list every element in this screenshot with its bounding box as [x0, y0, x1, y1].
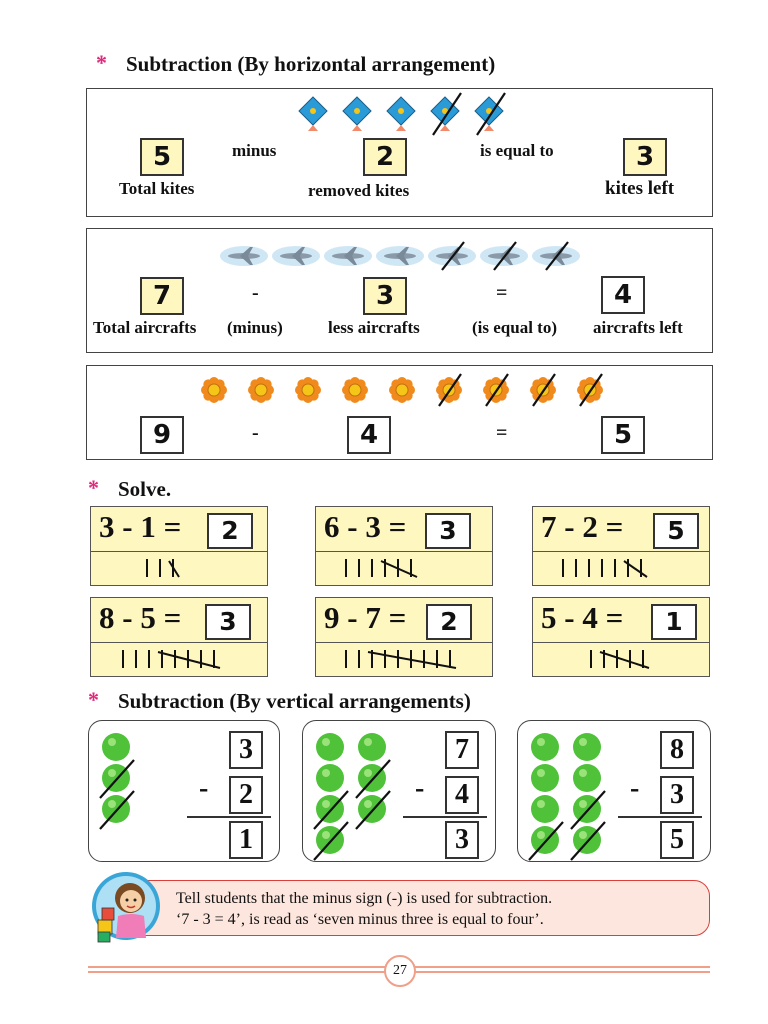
- green-ball: [316, 764, 344, 792]
- page-number: 27: [384, 955, 416, 987]
- airplane-icon: [376, 246, 424, 266]
- aircrafts-left-caption: aircrafts left: [593, 318, 683, 337]
- kite-icon: [343, 97, 371, 131]
- minuend-box: 7: [445, 731, 479, 769]
- equation-text: 5 - 4 =: [541, 600, 624, 635]
- green-ball: [358, 733, 386, 761]
- equation-text: 6 - 3 =: [324, 509, 407, 544]
- kite-icon: [387, 97, 415, 131]
- equation-text: 9 - 7 =: [324, 600, 407, 635]
- kite-icon: [299, 97, 327, 131]
- total-aircrafts-caption: Total aircrafts: [93, 318, 197, 337]
- minus-sign: -: [252, 282, 259, 304]
- equation-text: 7 - 2 =: [541, 509, 624, 544]
- flowers-left-box: 5: [601, 416, 645, 454]
- flower-icon: [389, 377, 415, 403]
- equals-sign: =: [496, 282, 508, 304]
- tally-marks: [533, 642, 709, 676]
- airplane-icon: [220, 246, 268, 266]
- subtrahend-box: 4: [445, 776, 479, 814]
- minus-sign: -: [630, 773, 640, 804]
- total-kites-caption: Total kites: [119, 179, 195, 198]
- difference-box: 3: [445, 821, 479, 859]
- flower-icon: [295, 377, 321, 403]
- equation-text: 3 - 1 =: [99, 509, 182, 544]
- vertical-sum-card: [302, 720, 496, 862]
- cross-out-mark: [600, 652, 649, 668]
- green-ball: [102, 733, 130, 761]
- note-line-1: Tell students that the minus sign (-) is used for subtraction.: [176, 890, 553, 907]
- vertical-sum-card: [88, 720, 280, 862]
- equals-sign: =: [496, 422, 508, 444]
- answer-box[interactable]: 5: [653, 513, 699, 549]
- kites-left-caption: kites left: [605, 178, 675, 199]
- subtrahend-box: 2: [229, 776, 263, 814]
- vertical-sum-card: [517, 720, 711, 862]
- girl-with-blocks-illustration: [88, 868, 168, 948]
- flower-icon: [248, 377, 274, 403]
- is-equal-to-word: is equal to: [480, 141, 554, 160]
- solve-card: [315, 597, 493, 677]
- note-line-2: ‘7 - 3 = 4’, is read as ‘seven minus three is equal to four’.: [176, 911, 544, 928]
- sum-line: [618, 816, 702, 818]
- flower-icon: [201, 377, 227, 403]
- less-aircrafts-caption: less aircrafts: [328, 318, 420, 337]
- less-flowers-box: 4: [347, 416, 391, 454]
- airplane-icon: [324, 246, 372, 266]
- removed-kites-box: 2: [363, 138, 407, 176]
- minuend-box: 8: [660, 731, 694, 769]
- solve-card: [532, 506, 710, 586]
- minus-sign: -: [252, 422, 259, 444]
- airplane-icon: [272, 246, 320, 266]
- subtrahend-box: 3: [660, 776, 694, 814]
- green-ball: [531, 733, 559, 761]
- difference-box: 1: [229, 821, 263, 859]
- section-heading-solve: Solve.: [118, 477, 172, 501]
- sum-line: [187, 816, 271, 818]
- answer-box[interactable]: 3: [205, 604, 251, 640]
- sum-line: [403, 816, 487, 818]
- tally-marks: [316, 642, 492, 676]
- answer-box[interactable]: 2: [207, 513, 253, 549]
- answer-box[interactable]: 2: [426, 604, 472, 640]
- is-equal-to-caption: (is equal to): [472, 318, 557, 337]
- solve-card: [90, 597, 268, 677]
- bullet-star: *: [88, 687, 99, 712]
- minus-sign: -: [415, 773, 425, 804]
- green-ball: [573, 764, 601, 792]
- minuend-box: 3: [229, 731, 263, 769]
- solve-card: [532, 597, 710, 677]
- section-heading-horizontal: Subtraction (By horizontal arrangement): [126, 52, 496, 76]
- section-heading-vertical: Subtraction (By vertical arrangements): [118, 689, 471, 713]
- tally-marks: [91, 551, 267, 585]
- answer-box[interactable]: 1: [651, 604, 697, 640]
- aircrafts-left-box: 4: [601, 276, 645, 314]
- green-ball: [573, 733, 601, 761]
- solve-card: [90, 506, 268, 586]
- answer-box[interactable]: 3: [425, 513, 471, 549]
- flowers-panel: [86, 365, 713, 460]
- bullet-star: *: [88, 475, 99, 500]
- green-ball: [531, 795, 559, 823]
- solve-card: [315, 506, 493, 586]
- less-aircrafts-box: 3: [363, 277, 407, 315]
- green-ball: [316, 733, 344, 761]
- removed-kites-caption: removed kites: [308, 181, 410, 200]
- aircrafts-panel: [86, 228, 713, 353]
- bullet-star: *: [96, 50, 107, 75]
- tally-marks: [533, 551, 709, 585]
- tally-marks: [316, 551, 492, 585]
- difference-box: 5: [660, 821, 694, 859]
- total-kites-box: 5: [140, 138, 184, 176]
- equation-text: 8 - 5 =: [99, 600, 182, 635]
- minus-sign: -: [199, 773, 209, 804]
- flower-icon: [342, 377, 368, 403]
- minus-caption: (minus): [227, 318, 283, 337]
- kites-panel: [86, 88, 713, 217]
- kites-left-box: 3: [623, 138, 667, 176]
- minus-word: minus: [232, 141, 277, 160]
- teacher-note: [120, 880, 710, 936]
- tally-marks: [91, 642, 267, 676]
- total-flowers-box: 9: [140, 416, 184, 454]
- green-ball: [531, 764, 559, 792]
- total-aircrafts-box: 7: [140, 277, 184, 315]
